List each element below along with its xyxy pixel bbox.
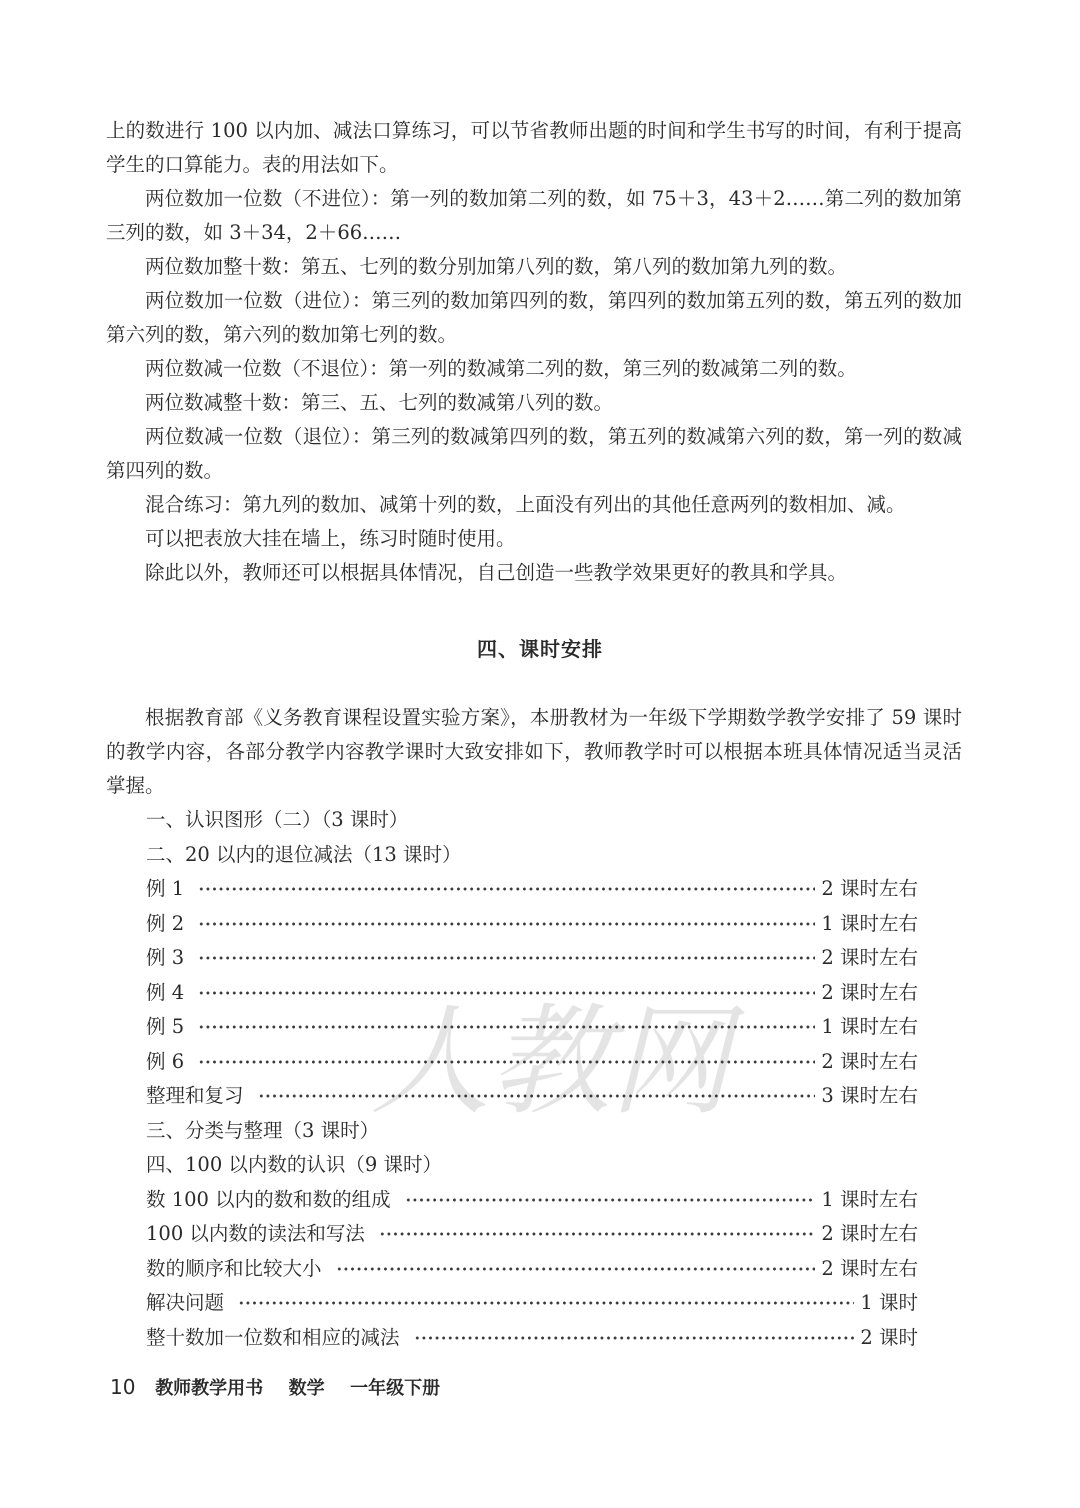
unit-2-heading: 二、20 以内的退位减法（13 课时） (146, 842, 462, 866)
schedule-row-label: 数 100 以内的数和数的组成 (146, 1187, 391, 1211)
schedule-row-label: 解决问题 (146, 1291, 225, 1314)
schedule-row (146, 907, 918, 942)
schedule-row-hours: 2 课时左右 (821, 980, 918, 1004)
dot-leader (405, 1196, 816, 1204)
schedule-row-label: 整理和复习 (146, 1084, 244, 1107)
schedule-row-label: 例 6 (146, 1049, 185, 1073)
schedule-row (146, 941, 918, 976)
paragraph-table-usage-intro: 上的数进行 100 以内加、减法口算练习，可以节省教师出题的时间和学生书写的时间，有利于提高学生的口算能力。表的用法如下。 (106, 119, 962, 176)
schedule-row (146, 1183, 918, 1218)
paragraph-mixed-practice: 混合练习：第九列的数加、减第十列的数，上面没有列出的其他任意两列的数相加、减。 (145, 493, 906, 516)
book-subject: 数学 (288, 1378, 325, 1399)
schedule-row-hours: 1 课时左右 (821, 911, 918, 935)
book-grade: 一年级下册 (350, 1378, 441, 1399)
paragraph-wall-chart: 可以把表放大挂在墙上，练习时随时使用。 (145, 527, 516, 550)
dot-leader (414, 1334, 855, 1342)
schedule-row (146, 872, 918, 907)
paragraph-sub-borrow: 两位数减一位数（退位）：第三列的数减第四列的数，第五列的数减第六列的数，第一列的数减第四列的数。 (106, 425, 962, 482)
schedule-row-label: 例 1 (146, 877, 185, 900)
paragraph-sub-no-borrow: 两位数减一位数（不退位）：第一列的数减第二列的数，第三列的数减第二列的数。 (145, 357, 857, 380)
dot-leader (198, 1023, 815, 1031)
paragraph-add-no-carry: 两位数加一位数（不进位）：第一列的数加第二列的数，如 75＋3，43＋2……第二列的数加第三列的数，如 3＋34，2＋66…… (106, 187, 962, 244)
unit-1-heading: 一、认识图形（二）（3 课时） (146, 808, 409, 831)
paragraph-sub-tens: 两位数减整十数：第三、五、七列的数减第八列的数。 (145, 391, 614, 414)
unit-3-heading: 三、分类与整理（3 课时） (146, 1118, 380, 1142)
schedule-row-label: 100 以内数的读法和写法 (146, 1222, 365, 1245)
dot-leader (198, 1058, 815, 1066)
schedule-list (146, 803, 918, 1355)
page-number: 10 (110, 1375, 136, 1399)
schedule-row-label: 例 4 (146, 980, 185, 1004)
paragraph-add-tens: 两位数加整十数：第五、七列的数分别加第八列的数，第八列的数加第九列的数。 (145, 255, 848, 278)
watermark-text: 人教网 (370, 993, 730, 1132)
schedule-row (146, 1252, 918, 1287)
schedule-row (146, 1010, 918, 1045)
schedule-row (146, 1079, 918, 1114)
intro-block (106, 701, 962, 803)
schedule-row-label: 例 2 (146, 911, 185, 935)
schedule-row (146, 1045, 918, 1080)
schedule-row-hours: 2 课时左右 (821, 1256, 918, 1280)
dot-leader (198, 920, 815, 928)
dot-leader (336, 1265, 816, 1273)
schedule-row-hours: 2 课时左右 (821, 1049, 918, 1073)
schedule-row-hours: 1 课时 (860, 1291, 918, 1314)
dot-leader (379, 1230, 815, 1238)
schedule-row-label: 例 5 (146, 1015, 185, 1038)
page-footer (110, 1374, 440, 1400)
schedule-row-hours: 3 课时左右 (821, 1084, 918, 1107)
schedule-row-hours: 1 课时左右 (821, 1187, 918, 1211)
schedule-row-label: 例 3 (146, 946, 185, 969)
paragraph-schedule-intro: 根据教育部《义务教育课程设置实验方案》，本册教材为一年级下学期数学教学安排了 59 课时的教学内容，各部分教学内容教学课时大致安排如下，教师教学时可以根据本班具体情况适当灵活掌握。 (106, 706, 962, 797)
dot-leader (198, 954, 815, 962)
dot-leader (238, 1299, 854, 1307)
schedule-row-label: 整十数加一位数和相应的减法 (146, 1325, 400, 1349)
schedule-row-hours: 2 课时左右 (821, 1222, 918, 1245)
dot-leader (198, 885, 815, 893)
schedule-row-hours: 2 课时左右 (821, 877, 918, 900)
schedule-row-hours: 2 课时左右 (821, 946, 918, 969)
paragraph-add-carry: 两位数加一位数（进位）：第三列的数加第四列的数，第四列的数加第五列的数，第五列的数加第六列的数，第六列的数加第七列的数。 (106, 289, 962, 346)
dot-leader (258, 1092, 816, 1100)
section-heading: 四、课时安排 (477, 637, 603, 661)
schedule-row-label: 数的顺序和比较大小 (146, 1256, 322, 1280)
unit-4-heading: 四、100 以内数的认识（9 课时） (146, 1153, 443, 1176)
top-text-block (106, 114, 962, 590)
schedule-row (146, 976, 918, 1011)
schedule-row (146, 1321, 918, 1356)
book-title: 教师教学用书 (155, 1378, 264, 1399)
schedule-row (146, 1286, 918, 1321)
paragraph-other-tools: 除此以外，教师还可以根据具体情况，自己创造一些教学效果更好的教具和学具。 (145, 561, 848, 584)
schedule-row-hours: 1 课时左右 (821, 1015, 918, 1038)
schedule-row (146, 1217, 918, 1252)
schedule-row-hours: 2 课时 (860, 1325, 918, 1349)
dot-leader (198, 989, 815, 997)
